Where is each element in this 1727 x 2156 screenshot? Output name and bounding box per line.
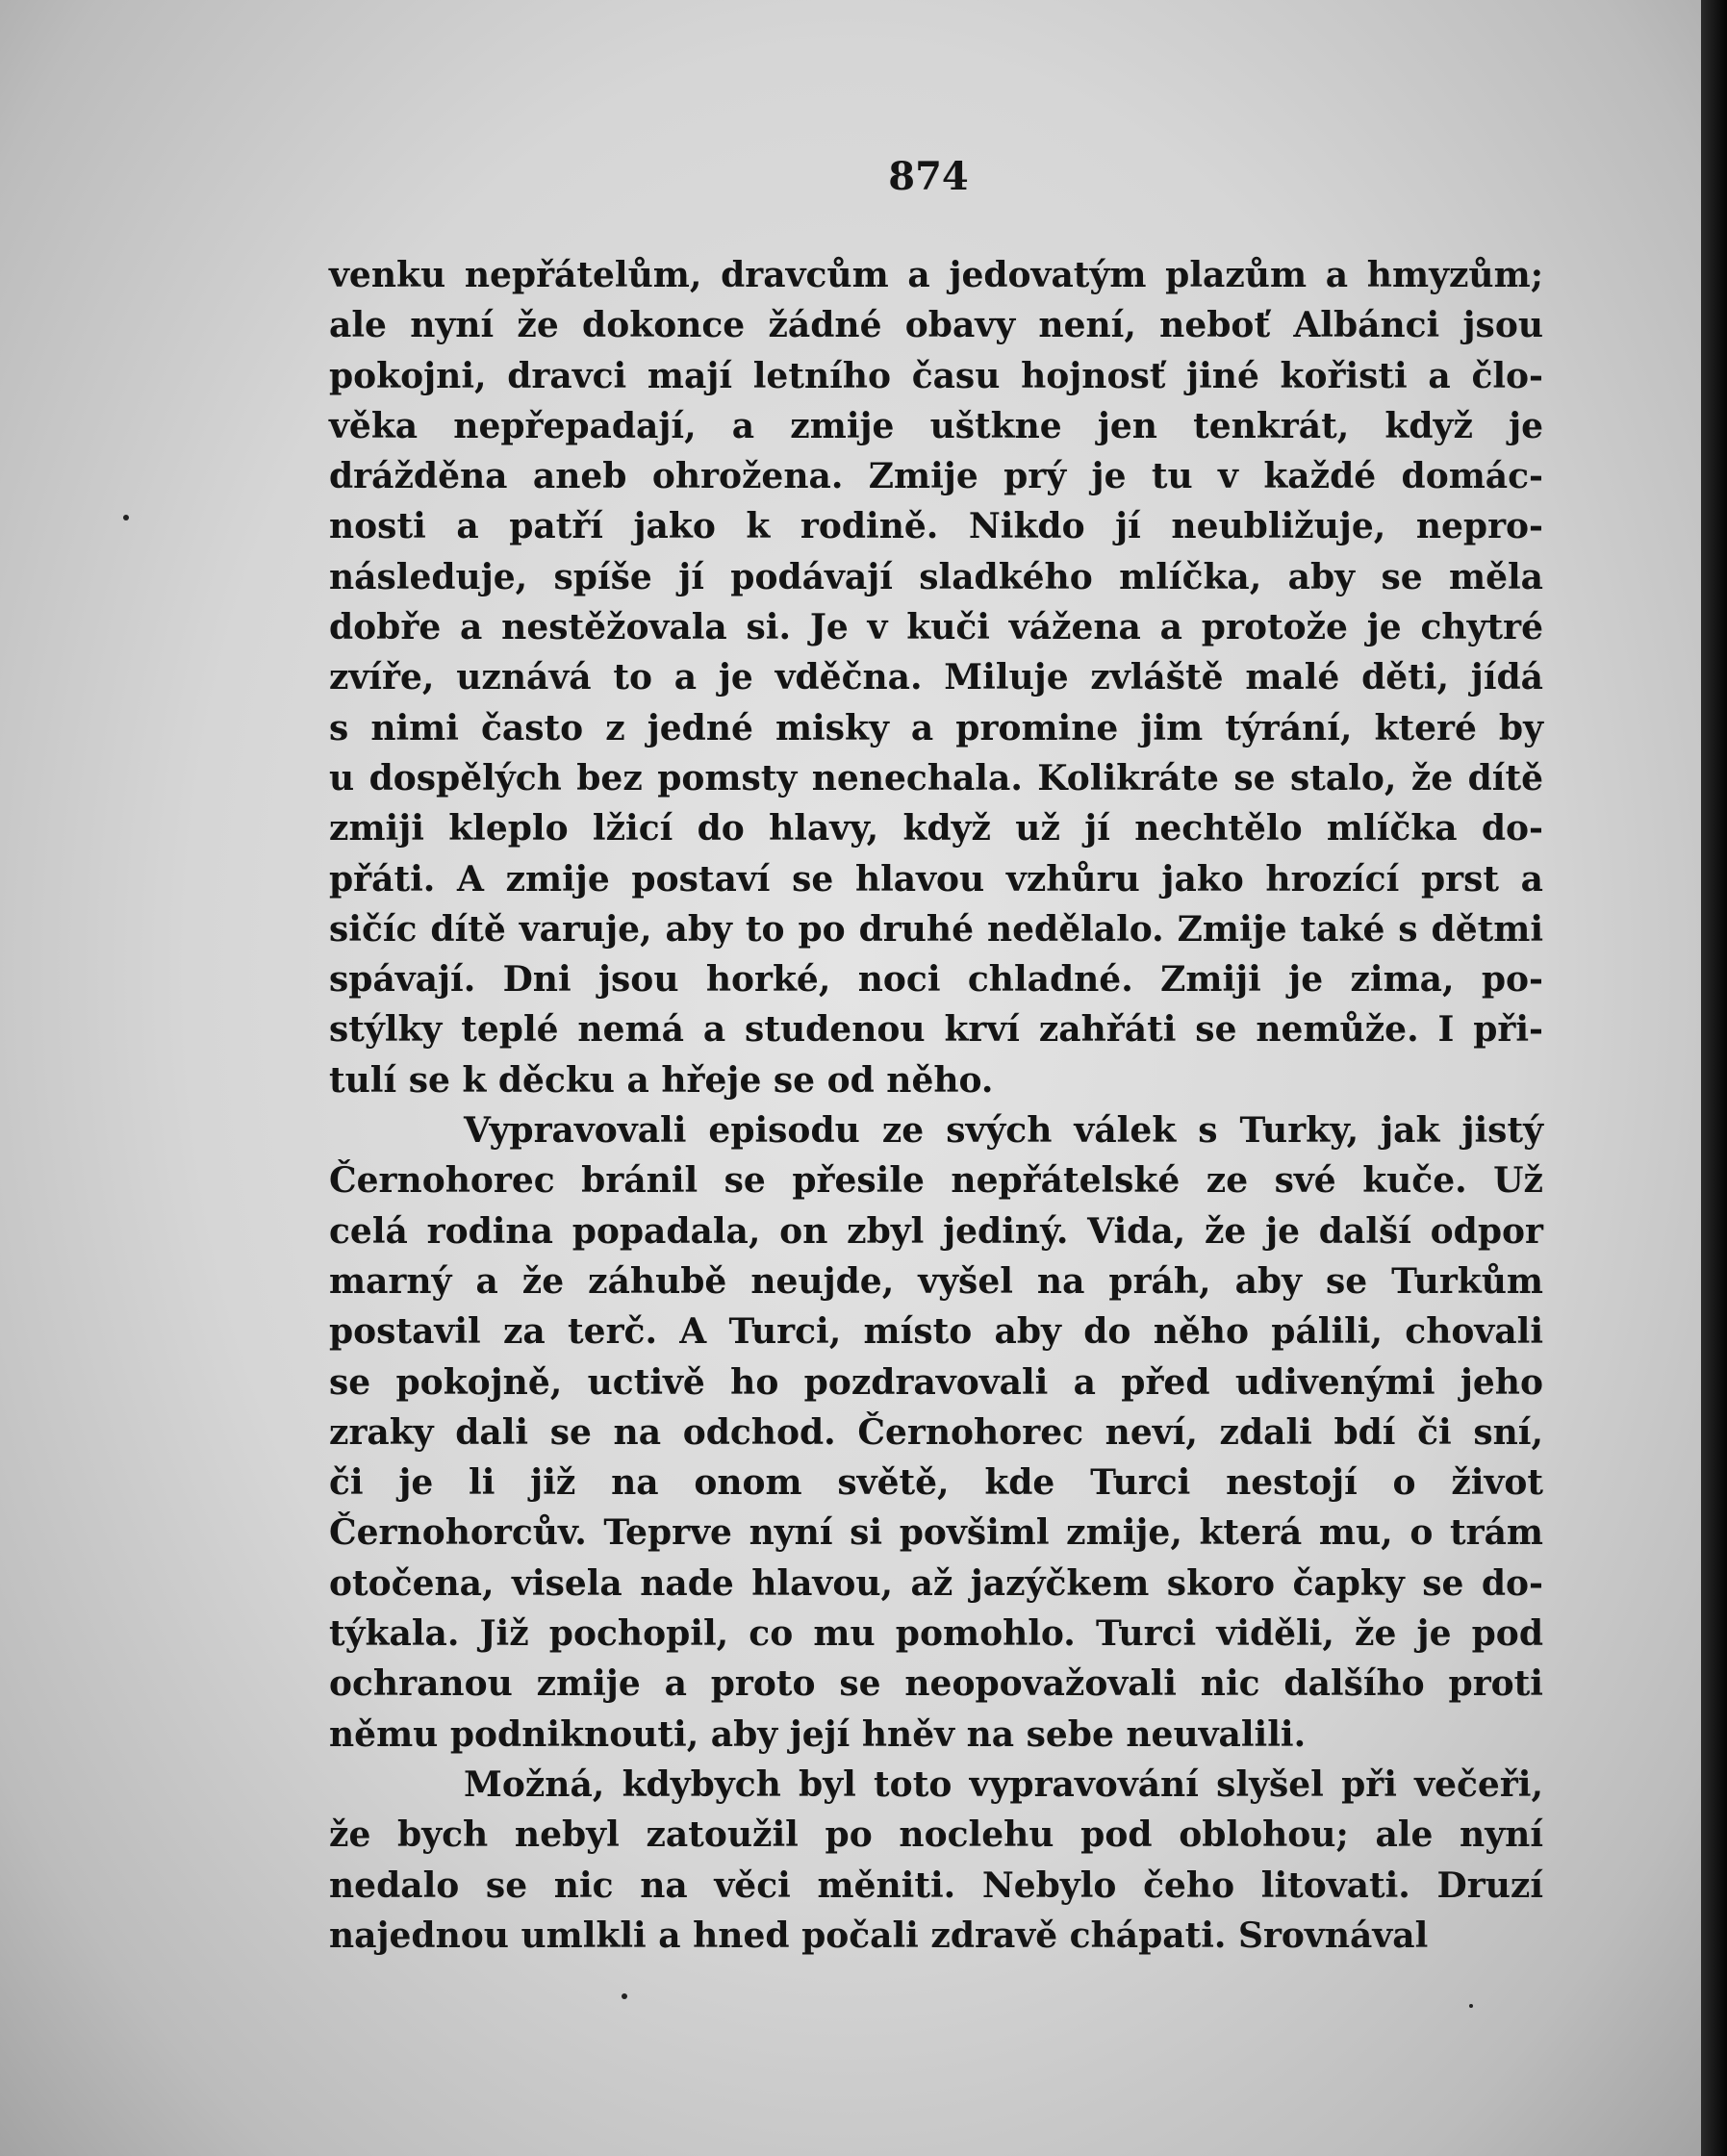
text-line: přáti. A zmije postaví se hlavou vzhůru jako hrozící prst a — [329, 858, 1543, 900]
text-line: postavil za terč. A Turci, místo aby do něho pálili, chovali — [329, 1311, 1543, 1353]
paper-speck — [1469, 2004, 1473, 2008]
text-line: u dospělých bez pomsty nenechala. Kolikráte se stalo, že dítě — [329, 757, 1543, 799]
text-line: následuje, spíše jí podávají sladkého mlíčka, aby se měla — [329, 556, 1543, 597]
page-number: 874 — [888, 154, 969, 199]
text-line: najednou umlkli a hned počali zdravě chápati. Srovnával — [329, 1915, 1429, 1956]
text-line: nedalo se nic na věci měniti. Nebylo čeho litovati. Druzí — [329, 1864, 1543, 1906]
body-text — [329, 250, 1543, 1961]
paragraph-p1 — [329, 250, 1543, 1105]
text-line: zraky dali se na odchod. Černohorec neví, zdali bdí či sní, — [329, 1411, 1543, 1453]
text-line: drážděna aneb ohrožena. Zmije prý je tu v každé domác- — [329, 456, 1543, 497]
paper-speck — [123, 515, 129, 520]
text-line: celá rodina popadala, on zbyl jediný. Vida, že je další odpor — [329, 1210, 1543, 1252]
text-line: venku nepřátelům, dravcům a jedovatým plazům a hmyzům; — [329, 255, 1543, 295]
page-edge-shadow — [1701, 0, 1727, 2156]
paragraph-p3 — [329, 1760, 1543, 1961]
text-line: sičíc dítě varuje, aby to po druhé nedělalo. Zmije také s dětmi — [329, 908, 1543, 950]
text-line: Vypravovali episodu ze svých válek s Turky, jak jistý — [464, 1110, 1543, 1152]
text-line: věka nepřepadají, a zmije uštkne jen tenkrát, když je — [329, 405, 1543, 446]
text-line: otočena, visela nade hlavou, až jazýčkem skoro čapky se do- — [329, 1562, 1543, 1604]
text-line: Možná, kdybych byl toto vypravování slyšel při večeři, — [464, 1763, 1543, 1805]
text-line: zmiji kleplo lžicí do hlavy, když už jí nechtělo mlíčka do- — [329, 808, 1543, 850]
text-line: zvíře, uznává to a je vděčna. Miluje zvláště malé děti, jídá — [329, 657, 1543, 698]
text-line: pokojni, dravci mají letního času hojnosť jiné kořisti a člo- — [329, 355, 1543, 396]
text-line: tulí se k děcku a hřeje se od něho. — [329, 1059, 994, 1101]
text-line: s nimi často z jedné misky a promine jim týrání, které by — [329, 707, 1543, 748]
text-line: týkala. Již pochopil, co mu pomohlo. Turci viděli, že je pod — [329, 1613, 1543, 1655]
text-line: či je li již na onom světě, kde Turci nestojí o život — [329, 1462, 1543, 1504]
paragraph-p2 — [329, 1105, 1543, 1760]
text-line: se pokojně, uctivě ho pozdravovali a před udivenými jeho — [329, 1361, 1543, 1403]
paper-speck — [622, 1993, 627, 1999]
text-line: spávají. Dni jsou horké, noci chladné. Zmiji je zima, po- — [329, 959, 1543, 1001]
text-line: dobře a nestěžovala si. Je v kuči vážena a protože je chytré — [329, 607, 1543, 648]
text-line: ochranou zmije a proto se neopovažovali nic dalšího proti — [329, 1663, 1543, 1705]
paragraphs — [329, 250, 1543, 1961]
text-line: stýlky teplé nemá a studenou krví zahřáti se nemůže. I při- — [329, 1009, 1543, 1051]
text-line: že bych nebyl zatoužil po noclehu pod oblohou; ale nyní — [329, 1814, 1543, 1856]
text-line: němu podniknouti, aby její hněv na sebe neuvalili. — [329, 1713, 1307, 1755]
text-line: nosti a patří jako k rodině. Nikdo jí neubližuje, nepro- — [329, 506, 1543, 547]
text-line: ale nyní že dokonce žádné obavy není, neboť Albánci jsou — [329, 305, 1543, 346]
text-line: marný a že záhubě neujde, vyšel na práh, aby se Turkům — [329, 1260, 1543, 1302]
text-line: Černohorec bránil se přesile nepřátelské ze své kuče. Už — [329, 1160, 1543, 1202]
text-line: Černohorcův. Teprve nyní si povšiml zmije, která mu, o trám — [329, 1512, 1543, 1554]
